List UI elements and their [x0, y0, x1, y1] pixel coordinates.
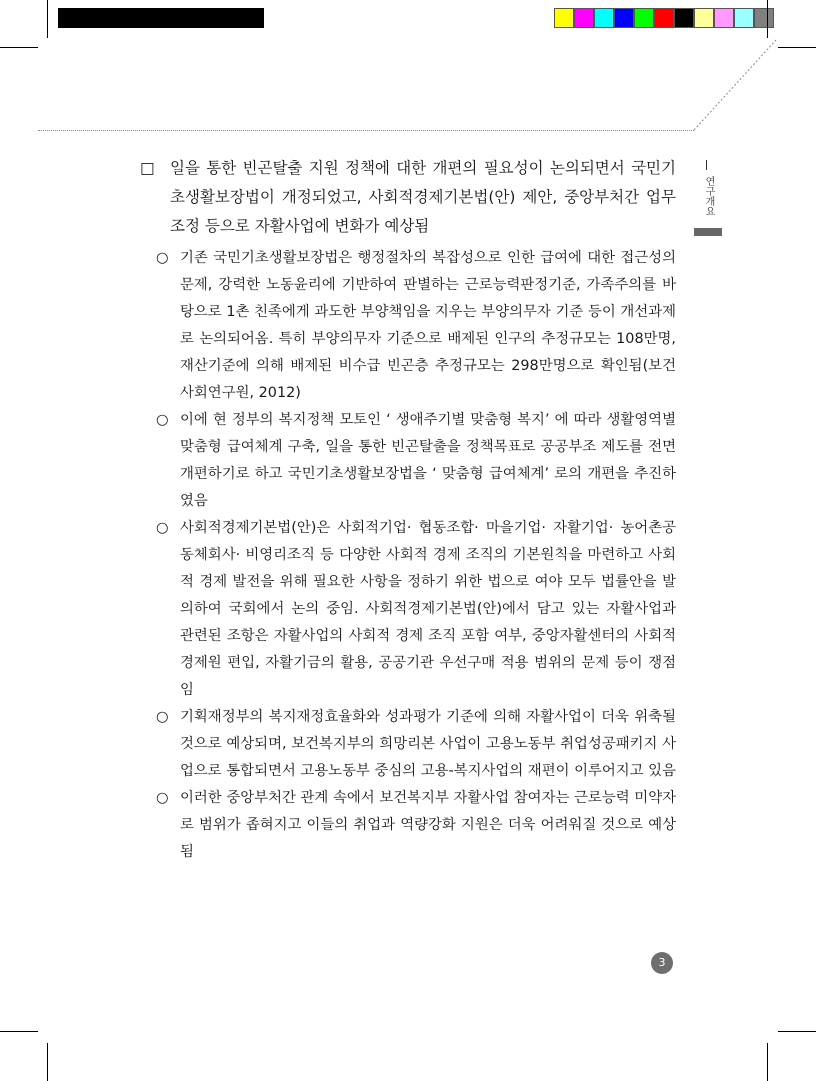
crop-mark-bottom-right-h	[778, 1031, 816, 1032]
list-item-text: 이에 현 정부의 복지정책 모토인 ‘ 생애주기별 맞춤형 복지’ 에 따라 생활영역별 맞춤형 급여체계 구축, 일을 통한 빈곤탈출을 정책목표로 공공부조 제도를 전면 개편하기로 하고 국민기초생활보장법을 ‘ 맞춤형 급여체계’ 로의 개편을 추진하였음	[180, 412, 676, 509]
crop-mark-top-left-v	[47, 0, 48, 38]
crop-mark-top-right-h	[778, 47, 816, 48]
color-swatch	[754, 8, 774, 28]
color-swatch	[634, 8, 654, 28]
color-swatch	[694, 8, 714, 28]
color-swatch	[574, 8, 594, 28]
square-bullet-icon: □	[140, 159, 155, 177]
circle-bullet-icon: ○	[156, 709, 169, 725]
side-tab-label: 연구개요	[703, 176, 714, 216]
list-item	[140, 245, 676, 407]
registration-black-bar	[58, 8, 264, 28]
list-item-text: 기획재정부의 복지재정효율화와 성과평가 기준에 의해 자활사업이 더욱 위축될 것으로 예상되며, 보건복지부의 희망리본 사업이 고용노동부 취업성공패키지 사업으로 통합되면서 고용노동부 중심의 고용-복지사업의 재편이 이루어지고 있음	[180, 709, 676, 779]
color-swatch	[594, 8, 614, 28]
section-heading-text: 일을 통한 빈곤탈출 지원 정책에 대한 개편의 필요성이 논의되면서 국민기초생활보장법이 개정되었고, 사회적경제기본법(안) 제안, 중앙부처간 업무조정 등으로 자활사업에 변화가 예상됨	[170, 159, 676, 235]
crop-mark-top-left-h	[0, 47, 38, 48]
side-tab-bar	[694, 228, 722, 236]
side-tab-tick	[706, 160, 707, 170]
list-item-text: 이러한 중앙부처간 관계 속에서 보건복지부 자활사업 참여자는 근로능력 미약자로 범위가 좁혀지고 이들의 취업과 역량강화 지원은 더욱 어려워질 것으로 예상됨	[180, 790, 676, 860]
circle-bullet-icon: ○	[156, 250, 169, 266]
crop-mark-top-right-v	[767, 0, 768, 38]
list-item	[140, 407, 676, 515]
circle-bullet-icon: ○	[156, 412, 169, 428]
page-number: 3	[651, 952, 673, 974]
header-dotted-rule	[38, 130, 694, 131]
color-swatch	[674, 8, 694, 28]
crop-mark-bottom-left-v	[47, 1043, 48, 1081]
circle-bullet-icon: ○	[156, 790, 169, 806]
crop-mark-bottom-left-h	[0, 1031, 38, 1032]
color-swatch	[554, 8, 574, 28]
color-swatch	[714, 8, 734, 28]
list-item	[140, 515, 676, 704]
crop-mark-bottom-right-v	[767, 1043, 768, 1081]
color-swatch	[654, 8, 674, 28]
circle-bullet-icon: ○	[156, 520, 169, 536]
section-heading	[140, 154, 676, 241]
list-item-text: 기존 국민기초생활보장법은 행정절차의 복잡성으로 인한 급여에 대한 접근성의 문제, 강력한 노동윤리에 기반하여 판별하는 근로능력판정기준, 가족주의를 바탕으로 1촌 친족에게 과도한 부양책임을 지우는 부양의무자 기준 등이 개선과제로 논의되어옴. 특히 부양의무자 기준으로 배제된 인구의 추정규모는 108만명, 재산기준에 의해 배제된 비수급 빈곤층 추정규모는 298만명으로 확인됨(보건사회연구원, 2012)	[180, 250, 676, 401]
list-item	[140, 785, 676, 866]
list-item	[140, 704, 676, 785]
color-swatch	[734, 8, 754, 28]
list-item-text: 사회적경제기본법(안)은 사회적기업· 협동조합· 마을기업· 자활기업· 농어촌공동체회사· 비영리조직 등 다양한 사회적 경제 조직의 기본원칙을 마련하고 사회적 경제 발전을 위해 필요한 사항을 정하기 위한 법으로 여야 모두 법률안을 발의하여 국회에서 논의 중임. 사회적경제기본법(안)에서 담고 있는 자활사업과 관련된 조항은 자활사업의 사회적 경제 조직 포함 여부, 중앙자활센터의 사회적 경제원 편입, 자활기금의 활용, 공공기관 우선구매 적용 범위의 문제 등이 쟁점임	[180, 520, 676, 698]
color-calibration-strip	[554, 8, 774, 28]
color-swatch	[614, 8, 634, 28]
main-content	[140, 154, 676, 866]
header-diagonal-rule	[690, 36, 780, 134]
